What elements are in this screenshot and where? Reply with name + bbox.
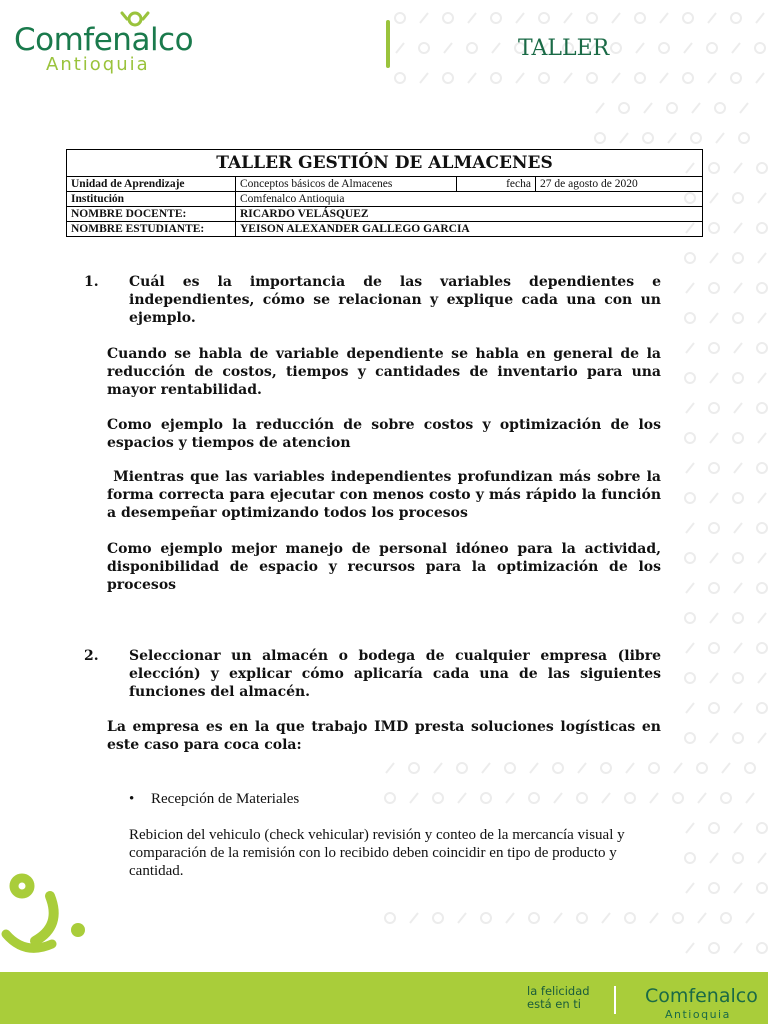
- slogan-line: está en ti: [527, 997, 582, 1011]
- footer-divider: [614, 986, 616, 1014]
- row-label: NOMBRE ESTUDIANTE:: [67, 222, 236, 237]
- footer-logo-main: Comfenalco: [645, 985, 758, 1007]
- logo-sub-text: Antioquia: [46, 54, 150, 75]
- decorative-swirl-icon: [0, 866, 100, 956]
- row-value: RICARDO VELÁSQUEZ: [236, 207, 703, 222]
- bullet-item: [129, 790, 299, 808]
- bullet-label: Recepción de Materiales: [151, 791, 300, 807]
- answer-paragraph: Como ejemplo mejor manejo de personal idóneo para la actividad, disponibilidad de espacio y recursos para la optimización de los procesos: [107, 541, 661, 593]
- row-label: Unidad de Aprendizaje: [67, 177, 236, 192]
- logo-main-text: Comfenalco: [14, 22, 194, 58]
- header-divider: [386, 20, 390, 68]
- table-row: [67, 177, 703, 192]
- row-label: NOMBRE DOCENTE:: [67, 207, 236, 222]
- answer-paragraph: La empresa es en la que trabajo IMD presta soluciones logísticas en este caso para coca cola:: [107, 719, 661, 753]
- question-1-number: 1.: [84, 274, 99, 290]
- answer-paragraph: Cuando se habla de variable dependiente se habla en general de la reducción de costos, tiempos y cantidades de inventario para una mayor rentabilidad.: [107, 346, 661, 398]
- footer-logo-sub: Antioquia: [665, 1008, 731, 1021]
- comfenalco-logo: [14, 10, 204, 76]
- date-label: fecha: [457, 177, 536, 192]
- bullet-marker: •: [129, 791, 135, 807]
- footer-slogan: [527, 985, 607, 1011]
- row-value: YEISON ALEXANDER GALLEGO GARCIA: [236, 222, 703, 237]
- question-2-text: Seleccionar un almacén o bodega de cualquier empresa (libre elección) y explicar cómo aplicaría cada una de las siguientes funciones del almacén.: [129, 648, 661, 700]
- bullet-description: Rebicion del vehiculo (check vehicular) revisión y conteo de la mercancía visual y comparación de la remisión con lo recibido deben coincidir en tipo de producto y cantidad.: [129, 827, 625, 879]
- doc-type-title: TALLER: [518, 36, 610, 61]
- slogan-line: la felicidad: [527, 984, 590, 998]
- answer-paragraph: Mientras que las variables independientes profundizan más sobre la forma correcta para ejecutar con menos costo y más rápido la función a desempeñar optimizando todos los procesos: [107, 469, 666, 521]
- info-table: [66, 149, 703, 237]
- question-1-text: Cuál es la importancia de las variables dependientes e independientes, cómo se relacionan y explique cada una con un ejemplo.: [129, 274, 661, 326]
- table-row: [67, 222, 703, 237]
- table-title-row: [67, 150, 703, 177]
- row-label: Institución: [67, 192, 236, 207]
- question-2-number: 2.: [84, 648, 99, 664]
- table-row: [67, 207, 703, 222]
- answer-paragraph: Como ejemplo la reducción de sobre costos y optimización de los espacios y tiempos de atencion: [107, 417, 661, 451]
- row-value: Comfenalco Antioquia: [236, 192, 703, 207]
- table-row: [67, 192, 703, 207]
- row-value: Conceptos básicos de Almacenes: [236, 177, 457, 192]
- workshop-title: TALLER GESTIÓN DE ALMACENES: [67, 150, 703, 177]
- date-value: 27 de agosto de 2020: [536, 177, 703, 192]
